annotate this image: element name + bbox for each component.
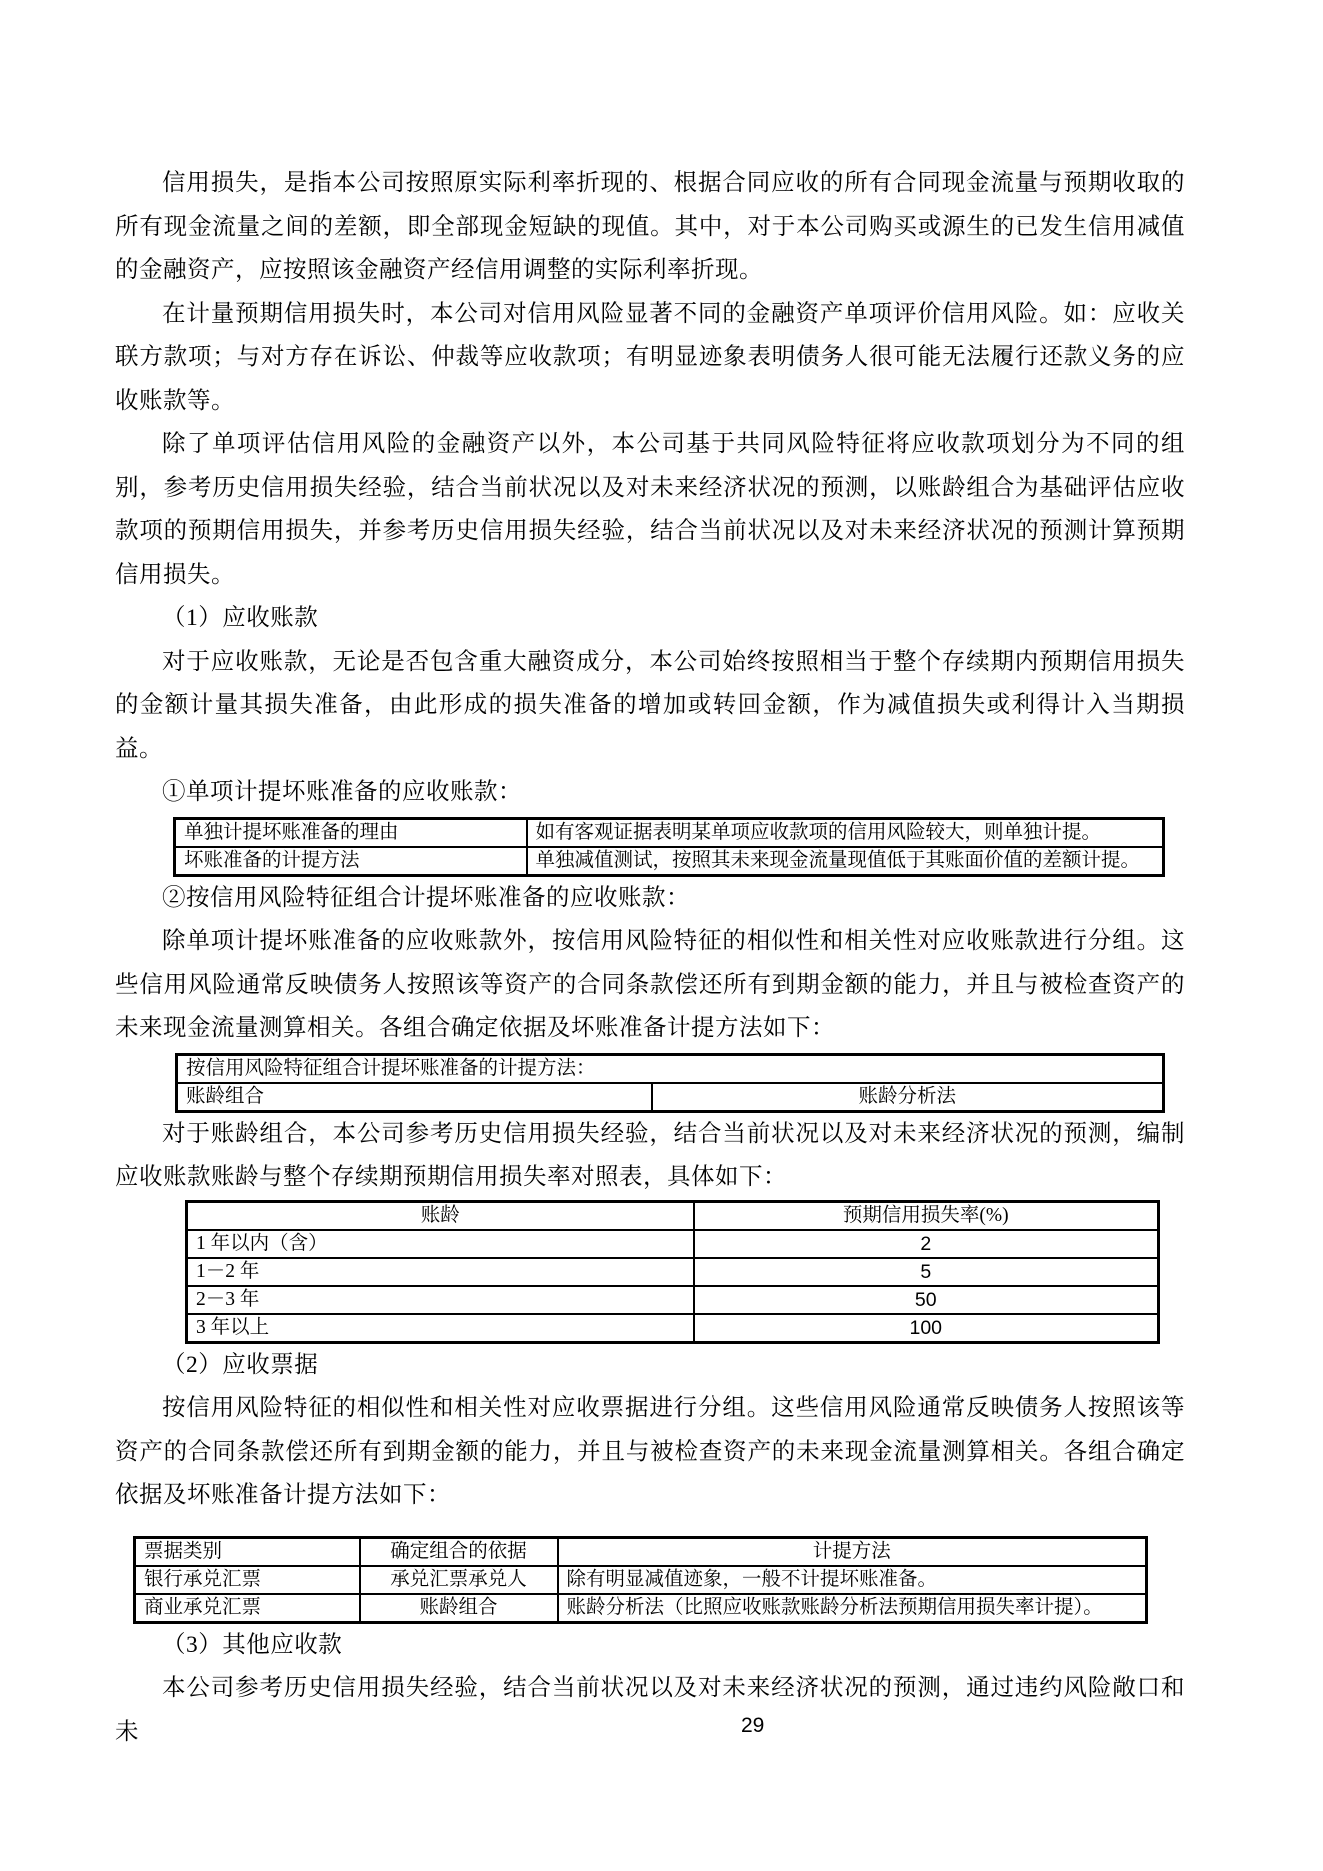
page-number: 29 (741, 1714, 765, 1737)
note-basis-header: 确定组合的依据 (360, 1537, 558, 1566)
aging-cell: 1 年以内（含） (187, 1230, 694, 1258)
individual-reason-value: 如有客观证据表明某单项应收款项的信用风险较大，则单独计提。 (527, 818, 1164, 847)
portfolio-method-table (175, 1053, 1165, 1113)
paragraph-ecl-measurement: 在计量预期信用损失时，本公司对信用风险显著不同的金融资产单项评价信用风险。如：应收关联方款项；与对方存在诉讼、仲裁等应收款项；有明显迹象表明债务人很可能无法履行还款义务的应收账款等。 (115, 300, 1185, 414)
paragraph-other-receivables: 本公司参考历史信用损失经验，结合当前状况以及对未来经济状况的预测，通过违约风险敞口和未 (115, 1675, 1185, 1745)
rate-header-cell: 预期信用损失率(%) (694, 1201, 1159, 1230)
heading-other-receivables: （3）其他应收款 (162, 1631, 343, 1658)
paragraph-notes-receivable: 按信用风险特征的相似性和相关性对应收票据进行分组。这些信用风险通常反映债务人按照该等资产的合同条款偿还所有到期金额的能力，并且与被检查资产的未来现金流量测算相关。各组合确定依据及坏账准备计提方法如下： (115, 1395, 1185, 1508)
aging-cell: 1－2 年 (187, 1258, 694, 1286)
individual-method-label: 坏账准备的计提方法 (175, 847, 527, 876)
table-row (187, 1286, 1159, 1314)
rate-cell: 50 (694, 1286, 1159, 1314)
note-basis-cell: 承兑汇票承兑人 (360, 1566, 558, 1594)
table-row (187, 1314, 1159, 1343)
paragraph-accounts-receivable: 对于应收账款，无论是否包含重大融资成分，本公司始终按照相当于整个存续期内预期信用损失的金额计量其损失准备，由此形成的损失准备的增加或转回金额，作为减值损失或利得计入当期损益。 (115, 648, 1185, 762)
table-row (135, 1566, 1147, 1594)
individual-provision-table (173, 817, 1165, 877)
individual-method-value: 单独减值测试，按照其未来现金流量现值低于其账面价值的差额计提。 (527, 847, 1164, 876)
note-method-cell: 账龄分析法（比照应收账款账龄分析法预期信用损失率计提）。 (558, 1594, 1147, 1623)
table-row (177, 1054, 1164, 1083)
portfolio-name-cell: 账龄组合 (177, 1083, 652, 1112)
portfolio-method-cell: 账龄分析法 (652, 1083, 1164, 1112)
heading-notes-receivable: （2）应收票据 (162, 1351, 319, 1378)
table-header-row (187, 1201, 1159, 1230)
note-type-header: 票据类别 (135, 1537, 360, 1566)
table-row (175, 847, 1164, 876)
note-type-cell: 银行承兑汇票 (135, 1566, 360, 1594)
note-type-cell: 商业承兑汇票 (135, 1594, 360, 1623)
aging-cell: 3 年以上 (187, 1314, 694, 1343)
heading-individual-provision: ①单项计提坏账准备的应收账款： (162, 779, 522, 805)
notes-receivable-table (133, 1536, 1148, 1624)
rate-cell: 2 (694, 1230, 1159, 1258)
table-header-row (135, 1537, 1147, 1566)
note-method-header: 计提方法 (558, 1537, 1147, 1566)
heading-accounts-receivable: （1）应收账款 (162, 605, 319, 631)
portfolio-table-title: 按信用风险特征组合计提坏账准备的计提方法： (177, 1054, 1164, 1083)
rate-cell: 100 (694, 1314, 1159, 1343)
table-row (187, 1258, 1159, 1286)
heading-portfolio-provision: ②按信用风险特征组合计提坏账准备的应收账款： (162, 884, 690, 911)
paragraph-portfolio-provision: 除单项计提坏账准备的应收账款外，按信用风险特征的相似性和相关性对应收账款进行分组。这些信用风险通常反映债务人按照该等资产的合同条款偿还所有到期金额的能力，并且与被检查资产的未来现金流量测算相关。各组合确定依据及坏账准备计提方法如下： (115, 928, 1185, 1041)
individual-reason-label: 单独计提坏账准备的理由 (175, 818, 527, 847)
aging-header-cell: 账龄 (187, 1201, 694, 1230)
note-basis-cell: 账龄组合 (360, 1594, 558, 1623)
aging-cell: 2－3 年 (187, 1286, 694, 1314)
table-row (135, 1594, 1147, 1623)
rate-cell: 5 (694, 1258, 1159, 1286)
paragraph-risk-groups: 除了单项评估信用风险的金融资产以外，本公司基于共同风险特征将应收款项划分为不同的组别，参考历史信用损失经验，结合当前状况以及对未来经济状况的预测，以账龄组合为基础评估应收款项的预期信用损失，并参考历史信用损失经验，结合当前状况以及对未来经济状况的预测计算预期信用损失。 (115, 431, 1185, 588)
paragraph-aging-portfolio: 对于账龄组合，本公司参考历史信用损失经验，结合当前状况以及对未来经济状况的预测，编制应收账款账龄与整个存续期预期信用损失率对照表，具体如下： (115, 1120, 1185, 1190)
paragraph-credit-loss-definition: 信用损失，是指本公司按照原实际利率折现的、根据合同应收的所有合同现金流量与预期收取的所有现金流量之间的差额，即全部现金短缺的现值。其中，对于本公司购买或源生的已发生信用减值的金融资产，应按照该金融资产经信用调整的实际利率折现。 (115, 170, 1185, 283)
page-content (115, 162, 1185, 1754)
table-row (177, 1083, 1164, 1112)
table-row (175, 818, 1164, 847)
aging-ecl-rate-table (185, 1200, 1160, 1344)
table-row (187, 1230, 1159, 1258)
note-method-cell: 除有明显减值迹象，一般不计提坏账准备。 (558, 1566, 1147, 1594)
